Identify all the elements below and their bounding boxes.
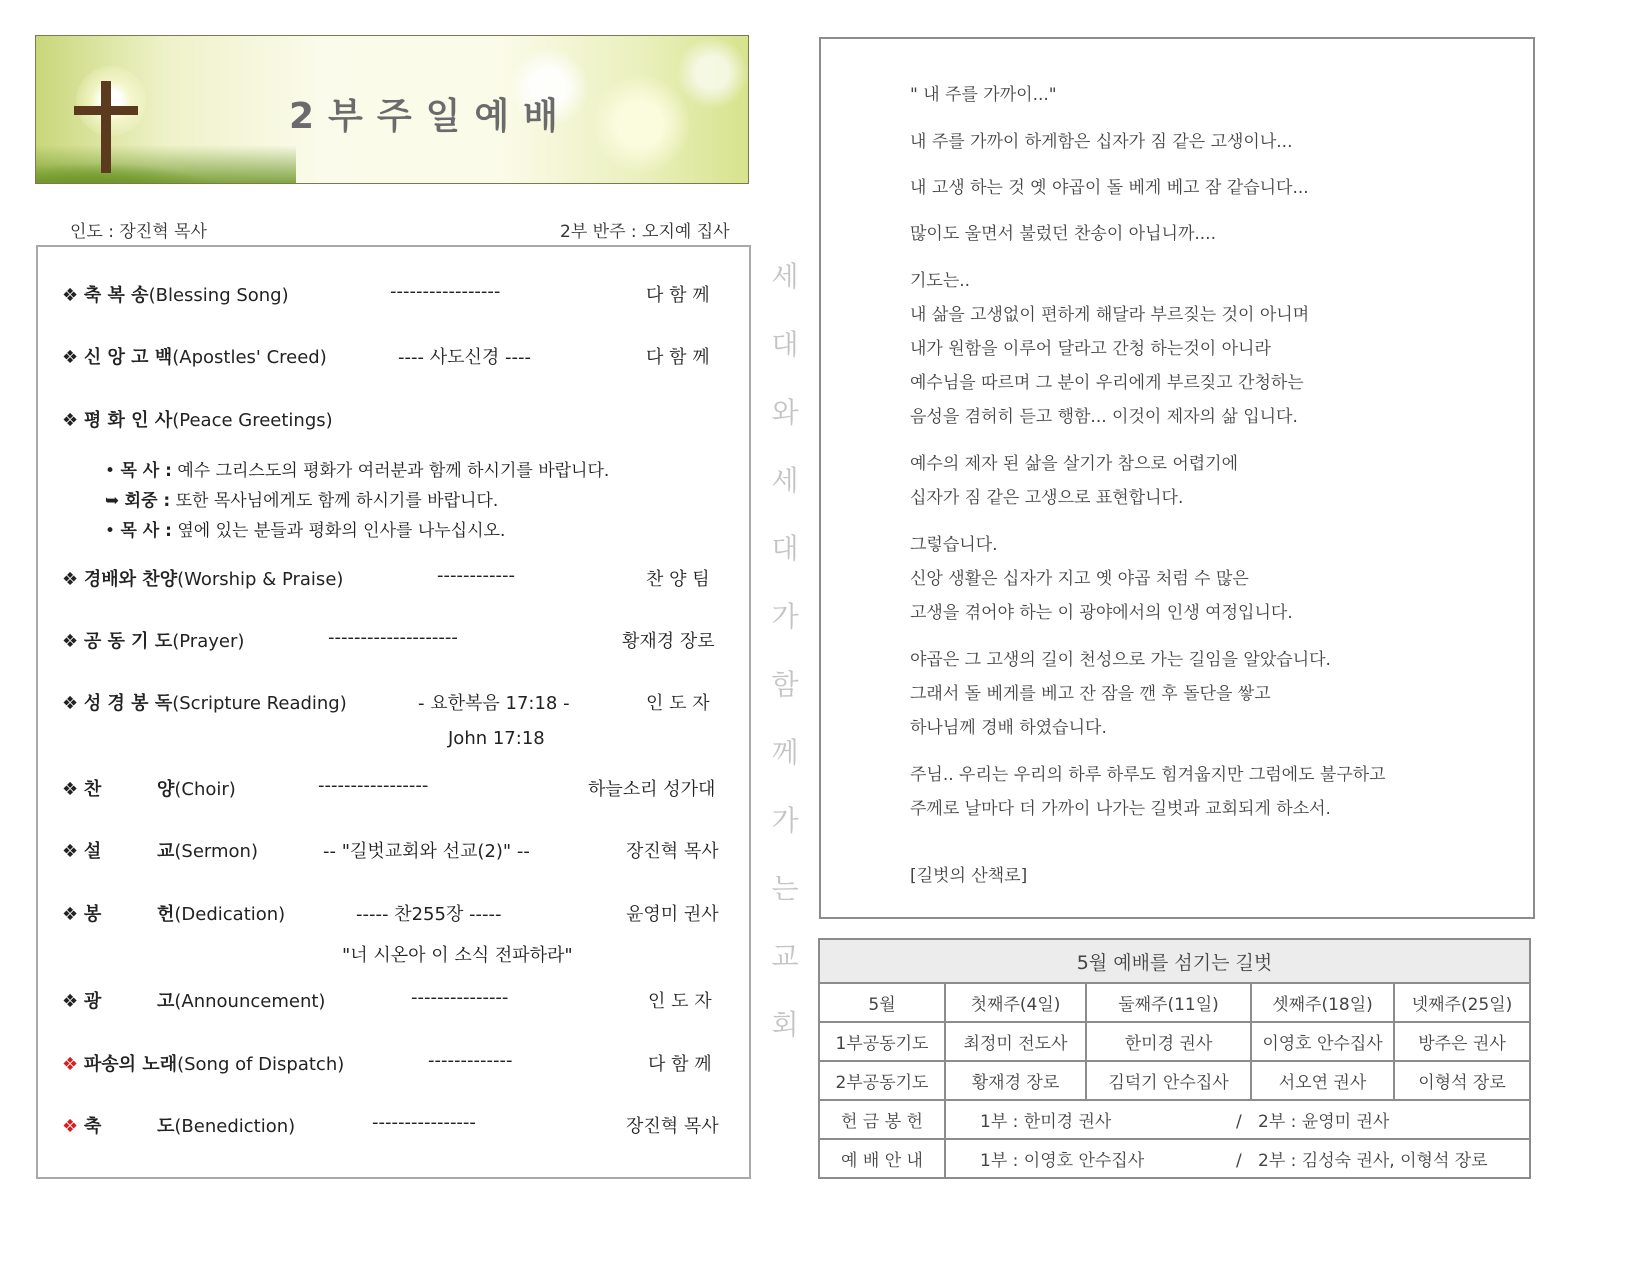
- cross-icon: [101, 81, 111, 173]
- meditation-line: 야곱은 그 고생의 길이 천성으로 가는 길임을 알았습니다.: [910, 650, 1331, 670]
- worship-leader: 인도 : 장진혁 목사: [70, 222, 207, 242]
- order-item-detail: -- "길벗교회와 선교(2)" --: [323, 841, 530, 862]
- order-item-detail: -----------------: [390, 281, 501, 302]
- order-item-detail: ----------------: [372, 1112, 476, 1133]
- meditation-box: [819, 37, 1535, 919]
- red-diamond-icon: ❖: [62, 1116, 79, 1137]
- order-item: ❖ 평 화 인 사(Peace Greetings): [62, 410, 333, 431]
- peace-line: • 목 사 : 예수 그리스도의 평화가 여러분과 함께 하시기를 바랍니다.: [105, 461, 610, 481]
- grass-decoration: [36, 145, 296, 183]
- order-item-leader: 인 도 자: [646, 693, 710, 714]
- meditation-line: 그렇습니다.: [910, 535, 998, 555]
- meditation-line: 고생을 겪어야 하는 이 광야에서의 인생 여정입니다.: [910, 603, 1293, 623]
- order-item: ❖ 경배와 찬양(Worship & Praise): [62, 569, 344, 590]
- order-item-detail: -----------------: [318, 775, 429, 796]
- monthly-servers-table: [818, 938, 1531, 1179]
- accompanist: 2부 반주 : 오지예 집사: [560, 222, 730, 242]
- diamond-icon: ❖: [62, 991, 79, 1012]
- order-item-detail: ---- 사도신경 ----: [398, 347, 531, 368]
- order-item-detail: --------------------: [328, 627, 458, 648]
- order-item-leader: 다 함 께: [646, 347, 710, 368]
- order-item-title-2: 도(Benediction): [157, 1116, 296, 1137]
- order-item: ❖ 공 동 기 도(Prayer): [62, 631, 245, 652]
- order-item-detail-2: "너 시온아 이 소식 전파하라": [342, 945, 573, 966]
- meditation-line: 예수의 제자 된 삶을 살기가 참으로 어렵기에: [910, 454, 1239, 474]
- red-diamond-icon: ❖: [62, 1054, 79, 1075]
- light-glow: [76, 66, 146, 136]
- diamond-icon: ❖: [62, 631, 79, 652]
- meditation-line: 주님.. 우리는 우리의 하루 하루도 힘겨웁지만 그럼에도 불구하고: [910, 765, 1386, 785]
- order-item-leader: 찬 양 팀: [646, 569, 710, 590]
- order-item: ❖ 찬: [62, 779, 102, 800]
- meditation-line: 예수님을 따르며 그 분이 우리에게 부르짖고 간청하는: [910, 373, 1304, 393]
- order-item: ❖ 파송의 노래(Song of Dispatch): [62, 1054, 345, 1075]
- order-item-leader: 하늘소리 성가대: [588, 779, 716, 800]
- order-item: ❖ 축: [62, 1116, 102, 1137]
- order-item-leader: 다 함 께: [646, 285, 710, 306]
- guide-row: 예 배 안 내 1부 : 이영호 안수집사 / 2부 : 김성숙 권사, 이형석 장로: [819, 1139, 1530, 1178]
- meditation-line: 하나님께 경배 하였습니다.: [910, 718, 1107, 738]
- meditation-line: 그래서 돌 베게를 베고 잔 잠을 깬 후 돌단을 쌓고: [910, 684, 1271, 704]
- table-row: 2부공동기도 황재경 장로 김덕기 안수집사 서오연 권사 이형석 장로: [819, 1061, 1530, 1100]
- order-item-title-2: 교(Sermon): [157, 841, 258, 862]
- meditation-line: 십자가 짐 같은 고생으로 표현합니다.: [910, 488, 1184, 508]
- table-row: 1부공동기도 최정미 전도사 한미경 권사 이영호 안수집사 방주은 권사: [819, 1022, 1530, 1061]
- diamond-icon: ❖: [62, 285, 79, 306]
- arrow-icon: ➥: [105, 491, 120, 511]
- order-item: ❖ 봉: [62, 904, 102, 925]
- offering-row: 헌 금 봉 헌 1부 : 한미경 권사 / 2부 : 윤영미 권사: [819, 1100, 1530, 1139]
- order-item: ❖ 축 복 송(Blessing Song): [62, 285, 289, 306]
- table-header-row: 5월 첫째주(4일) 둘째주(11일) 셋째주(18일) 넷째주(25일): [819, 983, 1530, 1022]
- order-item-detail: ---------------: [411, 987, 509, 1008]
- meditation-line: 음성을 겸허히 듣고 행함... 이것이 제자의 삶 입니다.: [910, 407, 1298, 427]
- order-item-detail: - 요한복음 17:18 -: [418, 693, 570, 714]
- vertical-slogan: 세 대 와 세 대 가 함 께 가 는 교 회: [771, 260, 799, 1041]
- meditation-line: 신앙 생활은 십자가 지고 옛 야곱 처럼 수 많은: [910, 569, 1249, 589]
- order-item-detail: ----- 찬255장 -----: [356, 904, 502, 925]
- peace-line: • 목 사 : 옆에 있는 분들과 평화의 인사를 나누십시오.: [105, 521, 506, 541]
- diamond-icon: ❖: [62, 693, 79, 714]
- order-item-detail: -------------: [428, 1050, 513, 1071]
- diamond-icon: ❖: [62, 569, 79, 590]
- order-item: ❖ 성 경 봉 독(Scripture Reading): [62, 693, 347, 714]
- order-item-title-2: 헌(Dedication): [157, 904, 286, 925]
- cross-bar: [74, 106, 138, 115]
- order-item-leader: 윤영미 권사: [626, 904, 719, 925]
- banner: [35, 35, 749, 184]
- table-caption: 5월 예배를 섬기는 길벗: [819, 939, 1530, 983]
- diamond-icon: ❖: [62, 904, 79, 925]
- order-item-leader: 인 도 자: [648, 991, 712, 1012]
- order-item-detail-2: John 17:18: [448, 728, 545, 749]
- order-item: ❖ 설: [62, 841, 102, 862]
- order-item: ❖ 광: [62, 991, 102, 1012]
- order-item-leader: 장진혁 목사: [626, 1116, 719, 1137]
- meditation-line: 내 삶을 고생없이 편하게 해달라 부르짖는 것이 아니며: [910, 305, 1310, 325]
- order-item-title-2: 양(Choir): [157, 779, 236, 800]
- meditation-title: " 내 주를 가까이...": [910, 85, 1057, 105]
- order-item-leader: 다 함 께: [648, 1054, 712, 1075]
- meditation-line: 많이도 울면서 불렀던 찬송이 아닙니까....: [910, 224, 1216, 244]
- diamond-icon: ❖: [62, 347, 79, 368]
- order-item: ❖ 신 앙 고 백(Apostles' Creed): [62, 347, 327, 368]
- diamond-icon: ❖: [62, 779, 79, 800]
- meditation-line: 주께로 날마다 더 가까이 나가는 길벗과 교회되게 하소서.: [910, 799, 1331, 819]
- banner-title: 2부주일예배: [289, 96, 572, 137]
- order-item-detail: ------------: [437, 565, 515, 586]
- meditation-line: 기도는..: [910, 271, 971, 291]
- order-item-leader: 장진혁 목사: [626, 841, 719, 862]
- meditation-source: [길벗의 산책로]: [910, 866, 1028, 886]
- meditation-line: 내 주를 가까이 하게함은 십자가 짐 같은 고생이나...: [910, 132, 1293, 152]
- order-item-title-2: 고(Announcement): [157, 991, 326, 1012]
- peace-line: ➥ 회중 : 또한 목사님에게도 함께 하시기를 바랍니다.: [105, 491, 499, 511]
- diamond-icon: ❖: [62, 841, 79, 862]
- meditation-line: 내가 원함을 이루어 달라고 간청 하는것이 아니라: [910, 339, 1271, 359]
- meditation-line: 내 고생 하는 것 옛 야곱이 돌 베게 베고 잠 같습니다...: [910, 178, 1309, 198]
- order-item-leader: 황재경 장로: [622, 631, 715, 652]
- diamond-icon: ❖: [62, 410, 79, 431]
